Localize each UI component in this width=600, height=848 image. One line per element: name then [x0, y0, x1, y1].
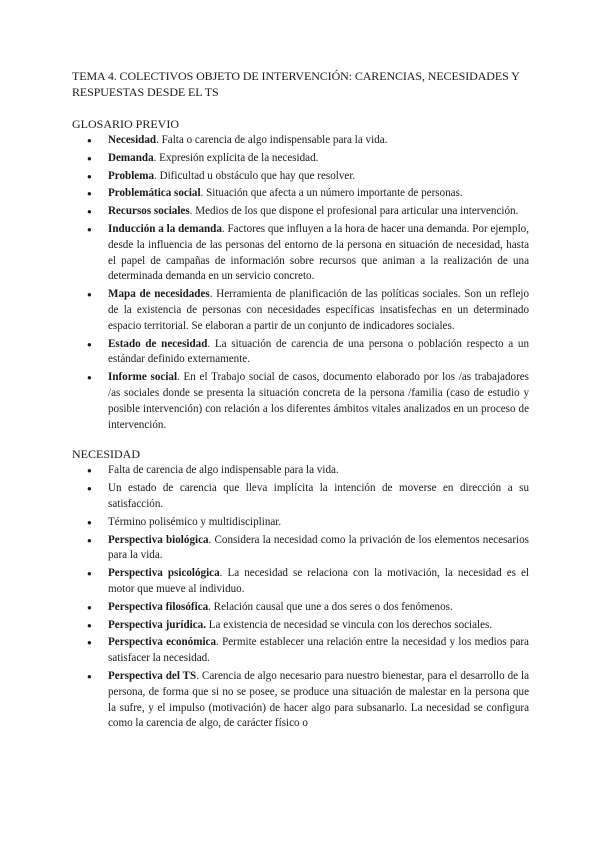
list-item [72, 515, 529, 531]
list-item-term: Perspectiva del TS [108, 669, 197, 682]
list-item-term: Recursos sociales [108, 205, 190, 218]
list-item-text: . Situación que afecta a un número importante de personas. [200, 187, 463, 200]
list-item-text: . La necesidad se relaciona con la motivación, la necesidad es el motor que mueve al individuo. [108, 567, 529, 595]
glosario-list [72, 133, 529, 433]
list-item [72, 222, 529, 285]
list-item-text: . Carencia de algo necesario para nuestro bienestar, para el desarrollo de la persona, de forma que si no se posee, se produce una situación de malestar en la persona que la sufre, y el impulso (motivación) de hacer algo para subsanarlo. La necesidad se configura como la carencia de algo, de carácter físico o [108, 669, 530, 730]
list-item [72, 337, 529, 369]
list-item-term: Mapa de necesidades [108, 288, 210, 301]
bullet-icon: ● [87, 290, 92, 300]
list-item [72, 635, 529, 667]
list-item [72, 669, 529, 732]
list-item-text: . Expresión explícita de la necesidad. [153, 151, 319, 164]
list-item-text: . En el Trabajo social de casos, documento elaborado por los /as trabajadores /as sociales donde se presenta la situación concreta de la persona /familia (caso de estudio y posible intervención) con relación a los diferentes ámbitos vitales analizados en un proceso de intervención. [108, 371, 529, 431]
list-item-term: Perspectiva jurídica. [108, 618, 206, 631]
list-item-text: . Falta o carencia de algo indispensable para la vida. [156, 134, 388, 146]
bullet-icon: ● [87, 189, 92, 199]
list-item [72, 533, 529, 565]
section-heading-necesidad: NECESIDAD [72, 447, 140, 462]
list-item-term: Demanda [108, 151, 154, 164]
bullet-icon: ● [87, 207, 92, 217]
bullet-icon: ● [87, 339, 92, 349]
bullet-icon: ● [87, 153, 92, 163]
list-item-text: . Herramienta de planificación de las políticas sociales. Son un reflejo de la existencia de personas con necesidades específicas insatisfechas en un determinado espacio territorial. Se elaboran a partir de un conjunto de indicadores sociales. [108, 288, 529, 332]
list-item-text: . Permite establecer una relación entre la necesidad y los medios para satisfacer la necesidad. [108, 636, 529, 665]
list-item [72, 287, 529, 334]
list-item [72, 204, 529, 220]
list-item [72, 169, 529, 185]
list-item-term: Perspectiva biológica [108, 533, 209, 546]
list-item [72, 151, 529, 167]
list-item [72, 600, 529, 616]
list-item-text: . Factores que influyen a la hora de hacer una demanda. Por ejemplo, desde la influencia de las personas del entorno de la persona en situación de necesidad, hasta el papel de campañas de información sobre recursos que animan a la realización de una determinada demanda en un servicio concreto. [108, 222, 529, 283]
bullet-icon: ● [87, 373, 92, 383]
list-item-term: Perspectiva psicológica [108, 567, 220, 580]
bullet-icon: ● [87, 569, 92, 579]
list-item-term: Perspectiva filosófica [108, 600, 209, 613]
necesidad-list [72, 463, 529, 732]
list-item-term: Necesidad [108, 134, 157, 146]
bullet-icon: ● [87, 466, 92, 476]
list-item [72, 370, 529, 433]
list-item-text: . Dificultad u obstáculo que hay que resolver. [154, 169, 356, 182]
list-item-term: Inducción a la demanda [108, 222, 222, 235]
list-item-text: . Medios de los que dispone el profesional para articular una intervención. [189, 205, 519, 218]
list-item [72, 566, 529, 598]
list-item-term: Problema [108, 169, 155, 182]
list-item-term: Problemática social [108, 187, 201, 200]
bullet-icon: ● [87, 671, 92, 681]
list-item-text: . La situación de carencia de una persona o población respecto a un estándar definido externamente. [108, 337, 530, 366]
list-item-term: Informe social [108, 371, 178, 384]
list-item-text: . Relación causal que une a dos seres o dos fenómenos. [208, 600, 453, 613]
section-heading-glosario: GLOSARIO PREVIO [72, 117, 180, 131]
bullet-icon: ● [87, 535, 92, 545]
list-item-term: Perspectiva económica [108, 636, 217, 649]
list-item [72, 481, 529, 513]
list-item-text: Término polisémico y multidisciplinar. [108, 515, 282, 528]
bullet-icon: ● [87, 620, 92, 630]
document-title: TEMA 4. COLECTIVOS OBJETO DE INTERVENCIÓN: CARENCIAS, NECESIDADES Y RESPUESTAS DESDE EL TS [72, 69, 520, 99]
list-item [72, 618, 529, 634]
list-item-text: Falta de carencia de algo indispensable para la vida. [108, 464, 339, 477]
bullet-icon: ● [87, 517, 92, 527]
list-item-text: Un estado de carencia que lleva implícita la intención de moverse en dirección a su satisfacción. [108, 482, 529, 510]
bullet-icon: ● [87, 602, 92, 612]
bullet-icon: ● [87, 484, 92, 494]
list-item [72, 133, 529, 149]
list-item-term: Estado de necesidad [108, 337, 208, 350]
list-item [72, 186, 529, 202]
list-item [72, 463, 529, 479]
list-item-text: . Considera la necesidad como la privación de los elementos necesarios para la vida. [108, 533, 529, 562]
bullet-icon: ● [87, 224, 92, 234]
list-item-text: La existencia de necesidad se vincula con los derechos sociales. [205, 618, 493, 631]
bullet-icon: ● [87, 136, 92, 145]
bullet-icon: ● [87, 171, 92, 181]
document-content [72, 68, 529, 734]
bullet-icon: ● [87, 638, 92, 648]
